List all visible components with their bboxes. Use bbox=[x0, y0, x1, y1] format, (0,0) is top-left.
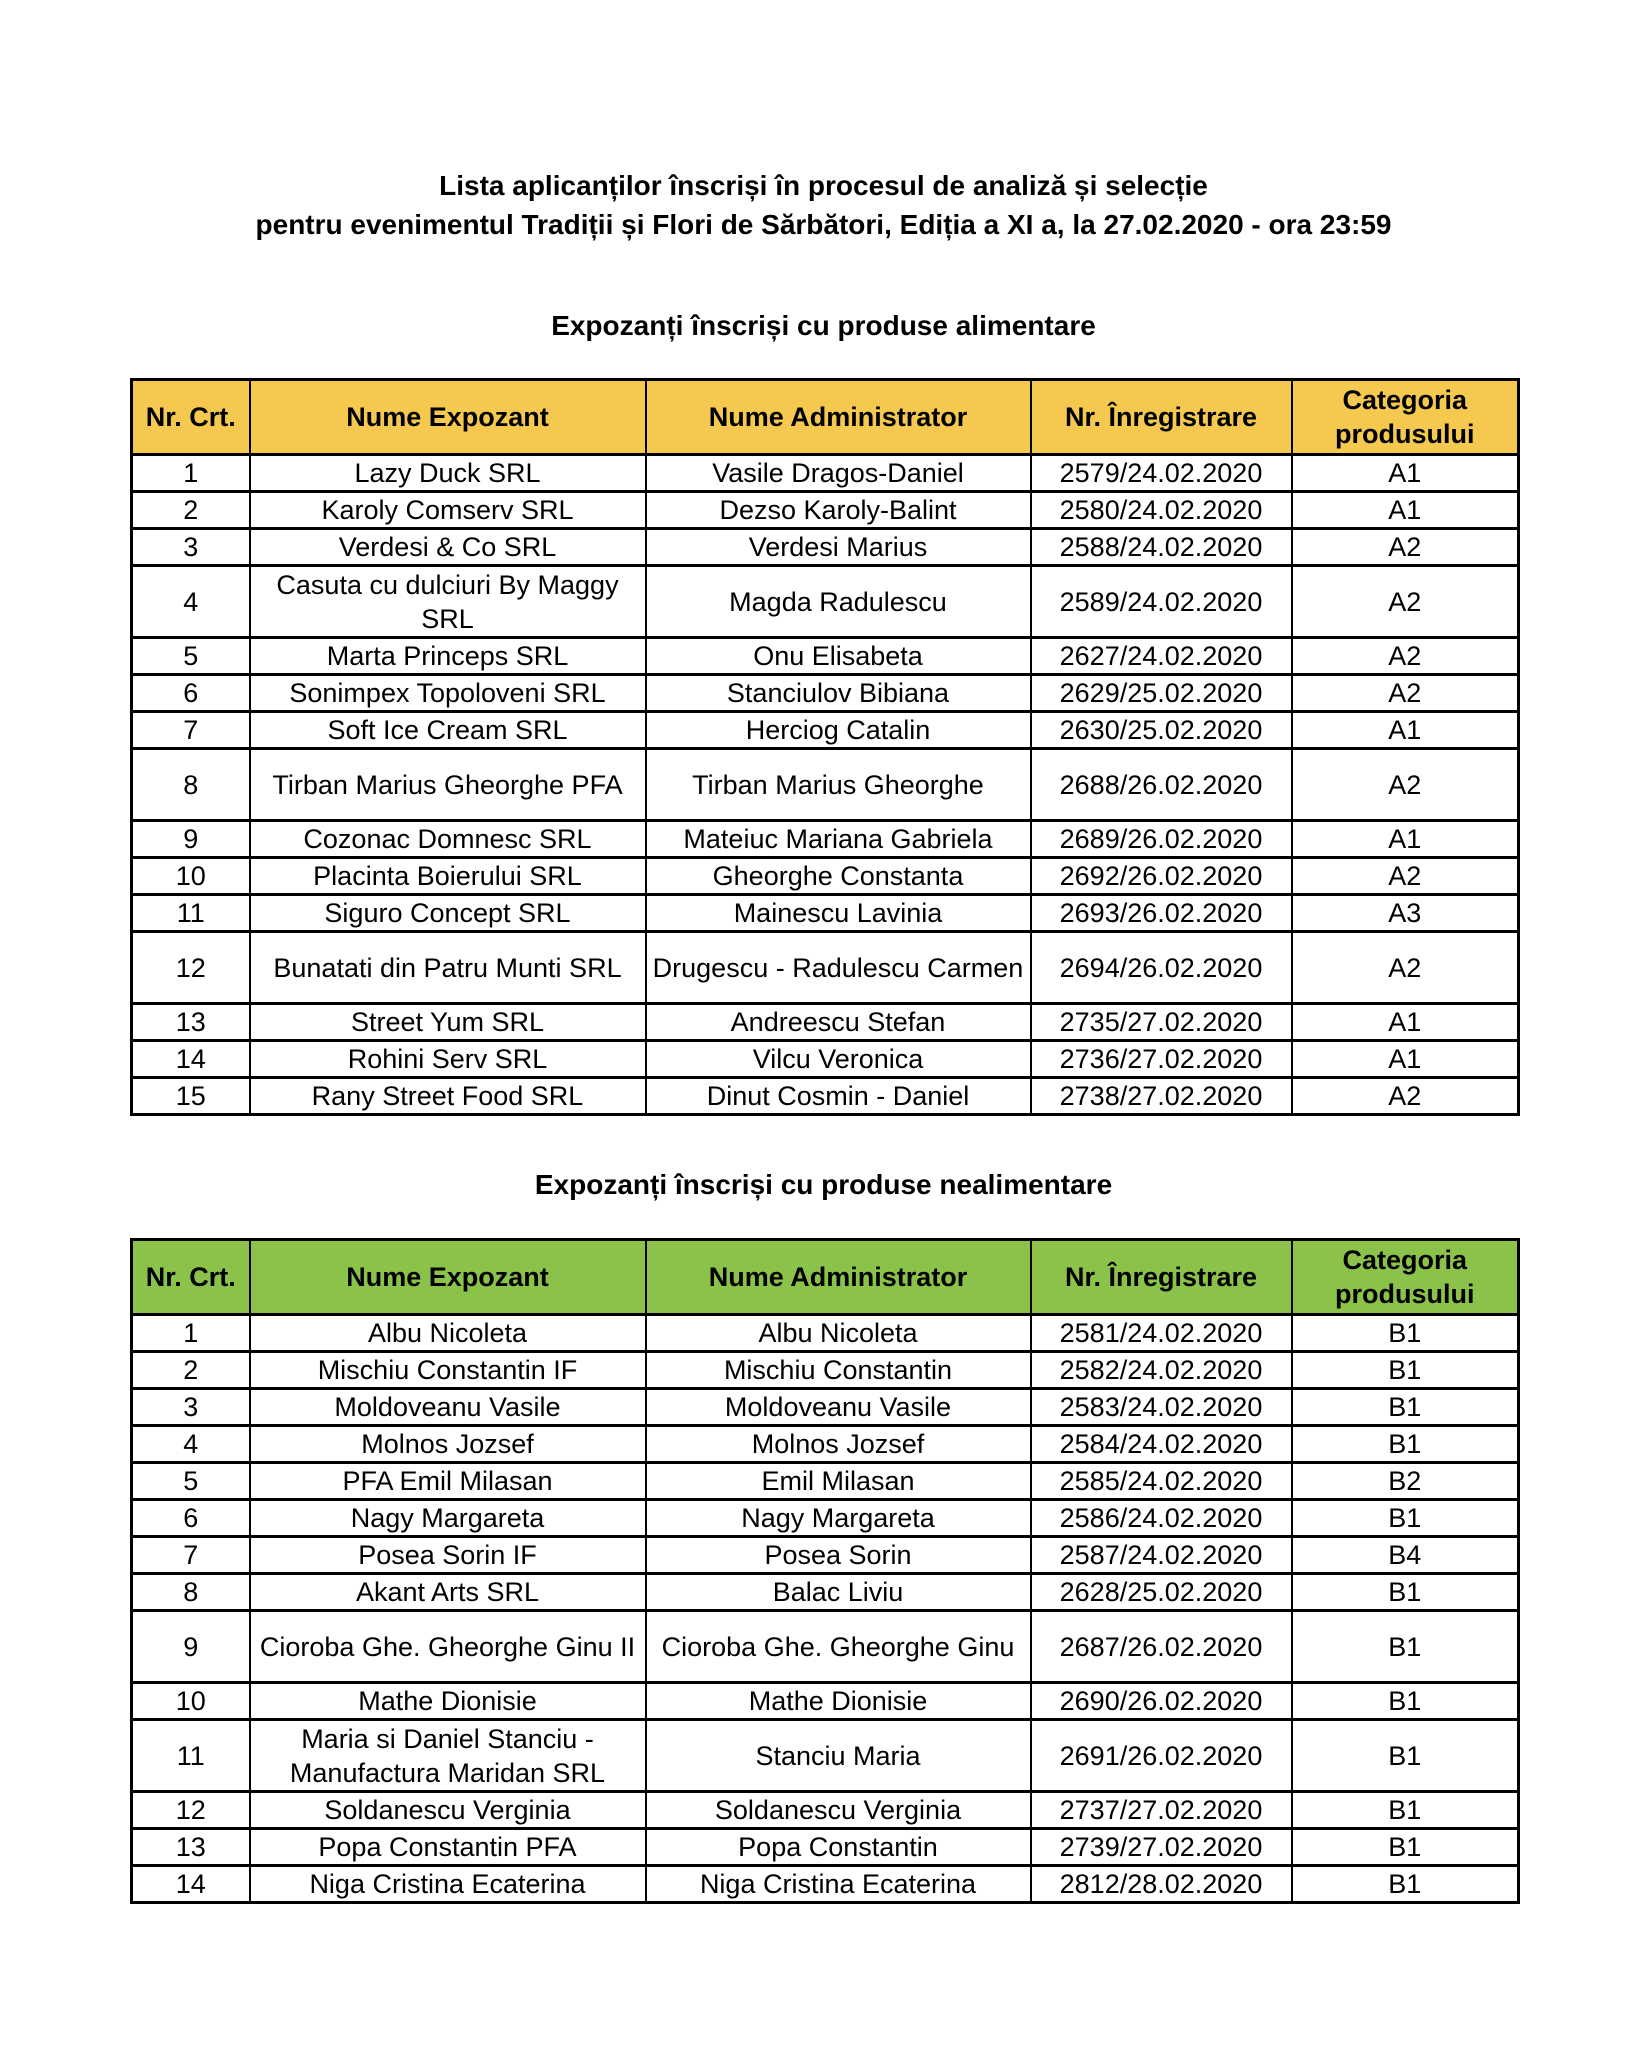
cell-administrator: Posea Sorin bbox=[646, 1537, 1031, 1574]
cell-administrator: Verdesi Marius bbox=[646, 529, 1031, 566]
cell-categoria: A1 bbox=[1292, 492, 1519, 529]
cell-expozant: Marta Princeps SRL bbox=[250, 638, 646, 675]
cell-expozant: Molnos Jozsef bbox=[250, 1426, 646, 1463]
cell-categoria: A3 bbox=[1292, 895, 1519, 932]
cell-inregistrare: 2739/27.02.2020 bbox=[1031, 1829, 1292, 1866]
cell-expozant: Placinta Boierului SRL bbox=[250, 858, 646, 895]
table-row bbox=[132, 1315, 1519, 1352]
cell-categoria: B1 bbox=[1292, 1829, 1519, 1866]
cell-inregistrare: 2630/25.02.2020 bbox=[1031, 712, 1292, 749]
table-header-row bbox=[132, 1240, 1519, 1315]
cell-nr: 3 bbox=[132, 1389, 250, 1426]
table-row bbox=[132, 1078, 1519, 1115]
cell-inregistrare: 2627/24.02.2020 bbox=[1031, 638, 1292, 675]
cell-inregistrare: 2812/28.02.2020 bbox=[1031, 1866, 1292, 1903]
cell-administrator: Vasile Dragos-Daniel bbox=[646, 455, 1031, 492]
cell-administrator: Mateiuc Mariana Gabriela bbox=[646, 821, 1031, 858]
cell-categoria: B1 bbox=[1292, 1315, 1519, 1352]
cell-inregistrare: 2738/27.02.2020 bbox=[1031, 1078, 1292, 1115]
cell-categoria: B1 bbox=[1292, 1389, 1519, 1426]
cell-administrator: Magda Radulescu bbox=[646, 566, 1031, 638]
cell-administrator: Dinut Cosmin - Daniel bbox=[646, 1078, 1031, 1115]
cell-expozant: Casuta cu dulciuri By Maggy SRL bbox=[250, 566, 646, 638]
cell-nr: 8 bbox=[132, 1574, 250, 1611]
cell-expozant: Rohini Serv SRL bbox=[250, 1041, 646, 1078]
col-nr-crt: Nr. Crt. bbox=[132, 1240, 250, 1315]
table-row bbox=[132, 675, 1519, 712]
table-row bbox=[132, 1463, 1519, 1500]
food-table-body bbox=[132, 455, 1519, 1115]
col-nume-administrator: Nume Administrator bbox=[646, 380, 1031, 455]
cell-nr: 15 bbox=[132, 1078, 250, 1115]
cell-administrator: Stanciulov Bibiana bbox=[646, 675, 1031, 712]
table-row bbox=[132, 492, 1519, 529]
cell-inregistrare: 2694/26.02.2020 bbox=[1031, 932, 1292, 1004]
cell-expozant: Akant Arts SRL bbox=[250, 1574, 646, 1611]
col-categoria: Categoria produsului bbox=[1292, 1240, 1519, 1315]
title-line-1: Lista aplicanților înscriși în procesul de analiză și selecție bbox=[439, 170, 1208, 201]
cell-inregistrare: 2579/24.02.2020 bbox=[1031, 455, 1292, 492]
cell-expozant: Rany Street Food SRL bbox=[250, 1078, 646, 1115]
cell-expozant: Posea Sorin IF bbox=[250, 1537, 646, 1574]
table-row bbox=[132, 932, 1519, 1004]
cell-expozant: Mischiu Constantin IF bbox=[250, 1352, 646, 1389]
cell-categoria: A1 bbox=[1292, 712, 1519, 749]
cell-categoria: B1 bbox=[1292, 1866, 1519, 1903]
cell-expozant: Karoly Comserv SRL bbox=[250, 492, 646, 529]
cell-categoria: A2 bbox=[1292, 529, 1519, 566]
cell-categoria: A1 bbox=[1292, 821, 1519, 858]
cell-expozant: Niga Cristina Ecaterina bbox=[250, 1866, 646, 1903]
cell-expozant: PFA Emil Milasan bbox=[250, 1463, 646, 1500]
col-nr-inregistrare: Nr. Înregistrare bbox=[1031, 1240, 1292, 1315]
table-row bbox=[132, 529, 1519, 566]
cell-nr: 6 bbox=[132, 675, 250, 712]
table-row bbox=[132, 1792, 1519, 1829]
cell-nr: 12 bbox=[132, 1792, 250, 1829]
cell-administrator: Balac Liviu bbox=[646, 1574, 1031, 1611]
cell-inregistrare: 2691/26.02.2020 bbox=[1031, 1720, 1292, 1792]
cell-inregistrare: 2629/25.02.2020 bbox=[1031, 675, 1292, 712]
cell-administrator: Herciog Catalin bbox=[646, 712, 1031, 749]
col-categoria: Categoria produsului bbox=[1292, 380, 1519, 455]
food-exhibitors-table bbox=[130, 378, 1520, 1116]
table-row bbox=[132, 1004, 1519, 1041]
document-title bbox=[0, 166, 1647, 244]
table-row bbox=[132, 638, 1519, 675]
cell-inregistrare: 2688/26.02.2020 bbox=[1031, 749, 1292, 821]
table-header-row bbox=[132, 380, 1519, 455]
cell-nr: 9 bbox=[132, 1611, 250, 1683]
cell-expozant: Verdesi & Co SRL bbox=[250, 529, 646, 566]
cell-inregistrare: 2589/24.02.2020 bbox=[1031, 566, 1292, 638]
cell-inregistrare: 2690/26.02.2020 bbox=[1031, 1683, 1292, 1720]
table-row bbox=[132, 566, 1519, 638]
cell-expozant: Albu Nicoleta bbox=[250, 1315, 646, 1352]
table-row bbox=[132, 1866, 1519, 1903]
cell-nr: 7 bbox=[132, 1537, 250, 1574]
cell-administrator: Mainescu Lavinia bbox=[646, 895, 1031, 932]
cell-nr: 3 bbox=[132, 529, 250, 566]
cell-categoria: A2 bbox=[1292, 749, 1519, 821]
cell-nr: 5 bbox=[132, 1463, 250, 1500]
cell-nr: 12 bbox=[132, 932, 250, 1004]
cell-nr: 10 bbox=[132, 858, 250, 895]
food-section-title: Expozanți înscriși cu produse alimentare bbox=[551, 310, 1096, 341]
cell-categoria: A1 bbox=[1292, 1004, 1519, 1041]
cell-administrator: Dezso Karoly-Balint bbox=[646, 492, 1031, 529]
cell-inregistrare: 2687/26.02.2020 bbox=[1031, 1611, 1292, 1683]
cell-categoria: B1 bbox=[1292, 1683, 1519, 1720]
cell-inregistrare: 2585/24.02.2020 bbox=[1031, 1463, 1292, 1500]
cell-nr: 14 bbox=[132, 1866, 250, 1903]
nonfood-table-body bbox=[132, 1315, 1519, 1903]
table-row bbox=[132, 1389, 1519, 1426]
nonfood-section-title: Expozanți înscriși cu produse nealimentare bbox=[534, 1169, 1113, 1200]
cell-categoria: A2 bbox=[1292, 932, 1519, 1004]
cell-expozant: Lazy Duck SRL bbox=[250, 455, 646, 492]
col-nume-administrator: Nume Administrator bbox=[646, 1240, 1031, 1315]
cell-inregistrare: 2689/26.02.2020 bbox=[1031, 821, 1292, 858]
cell-administrator: Vilcu Veronica bbox=[646, 1041, 1031, 1078]
cell-inregistrare: 2588/24.02.2020 bbox=[1031, 529, 1292, 566]
cell-nr: 2 bbox=[132, 492, 250, 529]
cell-inregistrare: 2583/24.02.2020 bbox=[1031, 1389, 1292, 1426]
cell-nr: 4 bbox=[132, 1426, 250, 1463]
cell-nr: 1 bbox=[132, 1315, 250, 1352]
cell-inregistrare: 2737/27.02.2020 bbox=[1031, 1792, 1292, 1829]
cell-expozant: Siguro Concept SRL bbox=[250, 895, 646, 932]
cell-inregistrare: 2584/24.02.2020 bbox=[1031, 1426, 1292, 1463]
table-row bbox=[132, 1720, 1519, 1792]
cell-inregistrare: 2693/26.02.2020 bbox=[1031, 895, 1292, 932]
cell-administrator: Tirban Marius Gheorghe bbox=[646, 749, 1031, 821]
cell-administrator: Drugescu - Radulescu Carmen bbox=[646, 932, 1031, 1004]
cell-categoria: A2 bbox=[1292, 675, 1519, 712]
cell-expozant: Maria si Daniel Stanciu - Manufactura Maridan SRL bbox=[250, 1720, 646, 1792]
cell-administrator: Mischiu Constantin bbox=[646, 1352, 1031, 1389]
cell-expozant: Cioroba Ghe. Gheorghe Ginu II bbox=[250, 1611, 646, 1683]
cell-categoria: B1 bbox=[1292, 1611, 1519, 1683]
table-row bbox=[132, 1537, 1519, 1574]
cell-administrator: Molnos Jozsef bbox=[646, 1426, 1031, 1463]
cell-inregistrare: 2628/25.02.2020 bbox=[1031, 1574, 1292, 1611]
cell-nr: 11 bbox=[132, 895, 250, 932]
cell-administrator: Soldanescu Verginia bbox=[646, 1792, 1031, 1829]
cell-categoria: B1 bbox=[1292, 1574, 1519, 1611]
table-row bbox=[132, 1426, 1519, 1463]
cell-administrator: Albu Nicoleta bbox=[646, 1315, 1031, 1352]
cell-expozant: Street Yum SRL bbox=[250, 1004, 646, 1041]
cell-expozant: Cozonac Domnesc SRL bbox=[250, 821, 646, 858]
cell-administrator: Stanciu Maria bbox=[646, 1720, 1031, 1792]
cell-nr: 4 bbox=[132, 566, 250, 638]
cell-nr: 2 bbox=[132, 1352, 250, 1389]
cell-nr: 5 bbox=[132, 638, 250, 675]
cell-categoria: A1 bbox=[1292, 455, 1519, 492]
cell-categoria: B1 bbox=[1292, 1720, 1519, 1792]
cell-categoria: B1 bbox=[1292, 1500, 1519, 1537]
cell-inregistrare: 2692/26.02.2020 bbox=[1031, 858, 1292, 895]
cell-categoria: B1 bbox=[1292, 1792, 1519, 1829]
cell-nr: 9 bbox=[132, 821, 250, 858]
cell-expozant: Bunatati din Patru Munti SRL bbox=[250, 932, 646, 1004]
cell-expozant: Mathe Dionisie bbox=[250, 1683, 646, 1720]
table-row bbox=[132, 858, 1519, 895]
cell-categoria: A2 bbox=[1292, 858, 1519, 895]
cell-inregistrare: 2582/24.02.2020 bbox=[1031, 1352, 1292, 1389]
table-row bbox=[132, 895, 1519, 932]
cell-administrator: Cioroba Ghe. Gheorghe Ginu bbox=[646, 1611, 1031, 1683]
table-row bbox=[132, 1611, 1519, 1683]
cell-categoria: A1 bbox=[1292, 1041, 1519, 1078]
cell-administrator: Mathe Dionisie bbox=[646, 1683, 1031, 1720]
cell-inregistrare: 2736/27.02.2020 bbox=[1031, 1041, 1292, 1078]
cell-administrator: Nagy Margareta bbox=[646, 1500, 1031, 1537]
cell-expozant: Nagy Margareta bbox=[250, 1500, 646, 1537]
cell-nr: 13 bbox=[132, 1829, 250, 1866]
cell-categoria: B2 bbox=[1292, 1463, 1519, 1500]
cell-inregistrare: 2735/27.02.2020 bbox=[1031, 1004, 1292, 1041]
cell-administrator: Emil Milasan bbox=[646, 1463, 1031, 1500]
cell-nr: 14 bbox=[132, 1041, 250, 1078]
cell-nr: 11 bbox=[132, 1720, 250, 1792]
cell-categoria: A2 bbox=[1292, 1078, 1519, 1115]
cell-inregistrare: 2587/24.02.2020 bbox=[1031, 1537, 1292, 1574]
cell-categoria: B4 bbox=[1292, 1537, 1519, 1574]
cell-categoria: A2 bbox=[1292, 638, 1519, 675]
col-nr-crt: Nr. Crt. bbox=[132, 380, 250, 455]
table-row bbox=[132, 821, 1519, 858]
cell-expozant: Sonimpex Topoloveni SRL bbox=[250, 675, 646, 712]
col-nume-expozant: Nume Expozant bbox=[250, 1240, 646, 1315]
cell-administrator: Andreescu Stefan bbox=[646, 1004, 1031, 1041]
cell-expozant: Moldoveanu Vasile bbox=[250, 1389, 646, 1426]
cell-expozant: Soldanescu Verginia bbox=[250, 1792, 646, 1829]
cell-administrator: Popa Constantin bbox=[646, 1829, 1031, 1866]
table-row bbox=[132, 1683, 1519, 1720]
cell-administrator: Moldoveanu Vasile bbox=[646, 1389, 1031, 1426]
cell-categoria: B1 bbox=[1292, 1426, 1519, 1463]
cell-categoria: A2 bbox=[1292, 566, 1519, 638]
title-line-2: pentru evenimentul Tradiții și Flori de Sărbători, Ediția a XI a, la 27.02.2020 - ora 23:59 bbox=[255, 209, 1392, 240]
nonfood-exhibitors-table bbox=[130, 1238, 1520, 1904]
cell-expozant: Tirban Marius Gheorghe PFA bbox=[250, 749, 646, 821]
table-row bbox=[132, 1352, 1519, 1389]
cell-nr: 1 bbox=[132, 455, 250, 492]
table-row bbox=[132, 1500, 1519, 1537]
table-row bbox=[132, 1574, 1519, 1611]
cell-inregistrare: 2581/24.02.2020 bbox=[1031, 1315, 1292, 1352]
col-nr-inregistrare: Nr. Înregistrare bbox=[1031, 380, 1292, 455]
table-row bbox=[132, 1041, 1519, 1078]
cell-inregistrare: 2580/24.02.2020 bbox=[1031, 492, 1292, 529]
cell-administrator: Gheorghe Constanta bbox=[646, 858, 1031, 895]
col-nume-expozant: Nume Expozant bbox=[250, 380, 646, 455]
cell-nr: 13 bbox=[132, 1004, 250, 1041]
cell-categoria: B1 bbox=[1292, 1352, 1519, 1389]
cell-nr: 8 bbox=[132, 749, 250, 821]
cell-nr: 10 bbox=[132, 1683, 250, 1720]
table-row bbox=[132, 1829, 1519, 1866]
cell-expozant: Popa Constantin PFA bbox=[250, 1829, 646, 1866]
cell-nr: 6 bbox=[132, 1500, 250, 1537]
table-row bbox=[132, 712, 1519, 749]
cell-expozant: Soft Ice Cream SRL bbox=[250, 712, 646, 749]
table-row bbox=[132, 455, 1519, 492]
cell-nr: 7 bbox=[132, 712, 250, 749]
cell-administrator: Niga Cristina Ecaterina bbox=[646, 1866, 1031, 1903]
cell-inregistrare: 2586/24.02.2020 bbox=[1031, 1500, 1292, 1537]
cell-administrator: Onu Elisabeta bbox=[646, 638, 1031, 675]
table-row bbox=[132, 749, 1519, 821]
